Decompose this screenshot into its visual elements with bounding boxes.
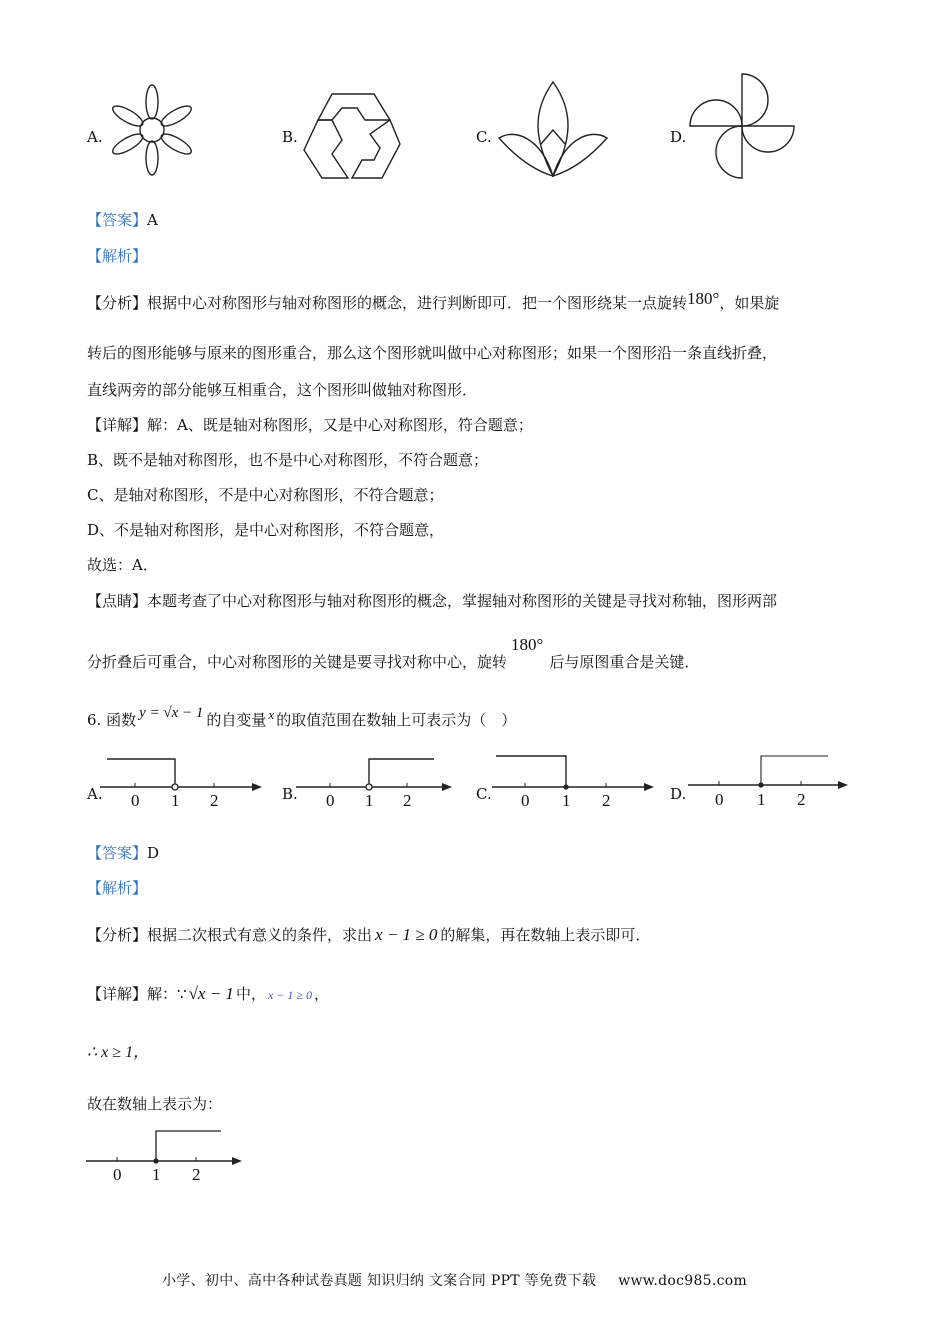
q6-stem-function: y = √x − 1 bbox=[139, 705, 204, 721]
q6-xiangjie-text-a: 解： bbox=[147, 985, 178, 1003]
q6-answer-tag: 【答案】 bbox=[87, 844, 148, 862]
q6-xiangjie-tag: 【详解】 bbox=[87, 985, 148, 1003]
q6-sol-tick-0: 0 bbox=[113, 1165, 122, 1184]
q6-a-tick-1: 1 bbox=[171, 791, 180, 810]
q6-solution-numberline bbox=[86, 1126, 251, 1188]
footer-text: 小学、初中、高中各种试卷真题 知识归纳 文案合同 PPT 等免费下载 bbox=[162, 1273, 597, 1289]
q6-sol-tick-2: 2 bbox=[192, 1165, 201, 1184]
q6-c-tick-2: 2 bbox=[602, 791, 611, 810]
q6-answer-line bbox=[87, 843, 159, 863]
q6-stem-text-c: 的取值范围在数轴上可表示为（ ） bbox=[276, 711, 517, 729]
q5-dianjing-text-2b: 后与原图重合是关键． bbox=[549, 653, 700, 671]
q5-lotus-figure bbox=[497, 80, 609, 180]
q6-d-tick-1: 1 bbox=[757, 790, 766, 809]
q5-xiangjie-tag: 【详解】 bbox=[87, 416, 148, 434]
q5-fenxi-text-1a: 根据中心对称图形与轴对称图形的概念，进行判断即可．把一个图形绕某一点旋转 bbox=[147, 294, 688, 312]
q6-numberline-d bbox=[688, 752, 858, 812]
q6-c-tick-1: 1 bbox=[562, 791, 571, 810]
q6-stem-text-b: 的自变量 bbox=[206, 711, 267, 729]
q6-c-tick-0: 0 bbox=[521, 791, 530, 810]
q5-option-a-label: A. bbox=[87, 128, 103, 146]
q6-stem-variable: x bbox=[268, 707, 275, 722]
q6-because-symbol: ∵ bbox=[177, 987, 187, 1003]
q5-dianjing-tag: 【点睛】 bbox=[87, 592, 148, 610]
q6-option-d-label: D. bbox=[670, 785, 687, 803]
q5-answer-tag: 【答案】 bbox=[87, 211, 148, 229]
q5-option-b-label: B. bbox=[282, 128, 298, 146]
q5-fenxi-tag: 【分析】 bbox=[87, 294, 148, 312]
q5-answer: A bbox=[147, 211, 158, 229]
q5-dianjing-line-2 bbox=[87, 635, 700, 672]
q5-fenxi-line-3: 直线两旁的部分能够互相重合，这个图形叫做轴对称图形． bbox=[87, 381, 478, 399]
q6-therefore-text: ∴ x ≥ 1， bbox=[87, 1044, 150, 1061]
footer-url[interactable]: www.doc985.com bbox=[618, 1273, 748, 1289]
q5-triangle-figure bbox=[302, 92, 402, 180]
q6-therefore-line bbox=[87, 1042, 149, 1063]
q5-dianjing-text-2a: 分折叠后可重合，中心对称图形的关键是要寻找对称中心，旋转 bbox=[87, 653, 508, 671]
q5-dianjing-text-1: 本题考查了中心对称图形与轴对称图形的概念，掌握轴对称图形的关键是寻找对称轴，图形两部 bbox=[147, 592, 778, 610]
q6-sqrt-expression: √x − 1 bbox=[188, 984, 234, 1003]
q5-xiangjie-line-5: 故选：A． bbox=[87, 556, 158, 574]
q6-analysis-tag: 【解析】 bbox=[87, 879, 148, 897]
q6-d-tick-2: 2 bbox=[797, 790, 806, 809]
q6-fenxi-inequality: x − 1 ≥ 0 bbox=[375, 925, 438, 944]
q6-comma: ， bbox=[313, 985, 329, 1003]
q6-answer: D bbox=[147, 844, 160, 862]
q6-xiangjie-line-1 bbox=[87, 984, 329, 1005]
q6-fenxi-text-a: 根据二次根式有意义的条件，求出 bbox=[147, 926, 373, 944]
q6-zhong-text: 中， bbox=[235, 985, 266, 1003]
q6-blue-inequality: x − 1 ≥ 0 bbox=[267, 988, 312, 1002]
q6-a-tick-2: 2 bbox=[210, 791, 219, 810]
q6-fenxi-line bbox=[87, 925, 650, 945]
q6-numberline-c bbox=[492, 752, 662, 812]
q5-answer-line bbox=[87, 210, 158, 230]
q6-option-b-label: B. bbox=[282, 785, 298, 803]
q6-fenxi-text-b: 的解集，再在数轴上表示即可． bbox=[440, 926, 651, 944]
q6-conclusion-line: 故在数轴上表示为： bbox=[87, 1095, 223, 1113]
q5-analysis-tag: 【解析】 bbox=[87, 247, 148, 265]
q5-pinwheel-figure bbox=[690, 72, 800, 182]
q5-xiangjie-line-4: D、不是轴对称图形，是中心对称图形，不符合题意， bbox=[87, 521, 445, 539]
q6-option-c-label: C. bbox=[476, 785, 492, 803]
q6-b-tick-0: 0 bbox=[326, 791, 335, 810]
q6-sol-tick-1: 1 bbox=[152, 1165, 161, 1184]
q6-option-a-label: A. bbox=[87, 785, 103, 803]
q5-xiangjie-line-2: B、既不是轴对称图形，也不是中心对称图形，不符合题意； bbox=[87, 451, 489, 469]
q5-fenxi-line-2: 转后的图形能够与原来的图形重合，那么这个图形就叫做中心对称图形；如果一个图形沿一条直线折叠， bbox=[87, 344, 778, 362]
q5-option-c-label: C. bbox=[476, 128, 492, 146]
q5-xiangjie-text-1: 解：A、既是轴对称图形，又是中心对称图形，符合题意； bbox=[147, 416, 533, 434]
q6-numberline-b bbox=[296, 752, 461, 812]
q5-fenxi-line-1 bbox=[87, 289, 780, 313]
q5-fenxi-text-1b: ，如果旋 bbox=[719, 294, 780, 312]
q5-option-d-label: D. bbox=[670, 128, 687, 146]
q5-dianjing-degree: 180° bbox=[511, 635, 544, 654]
q6-b-tick-1: 1 bbox=[365, 791, 374, 810]
q6-fenxi-tag: 【分析】 bbox=[87, 926, 148, 944]
q6-stem bbox=[87, 705, 517, 731]
q5-xiangjie-line-3: C、是轴对称图形，不是中心对称图形，不符合题意； bbox=[87, 486, 444, 504]
q6-numberline-a bbox=[100, 752, 265, 812]
q5-flower-figure bbox=[105, 80, 200, 180]
q6-a-tick-0: 0 bbox=[131, 791, 140, 810]
q5-dianjing-line-1 bbox=[87, 591, 777, 611]
q6-b-tick-2: 2 bbox=[403, 791, 412, 810]
q5-xiangjie-line-1 bbox=[87, 415, 533, 435]
q5-fenxi-degree: 180° bbox=[687, 289, 720, 308]
footer-line bbox=[162, 1270, 747, 1290]
q6-stem-text-a: 6. 函数 bbox=[87, 711, 137, 729]
q6-d-tick-0: 0 bbox=[715, 790, 724, 809]
